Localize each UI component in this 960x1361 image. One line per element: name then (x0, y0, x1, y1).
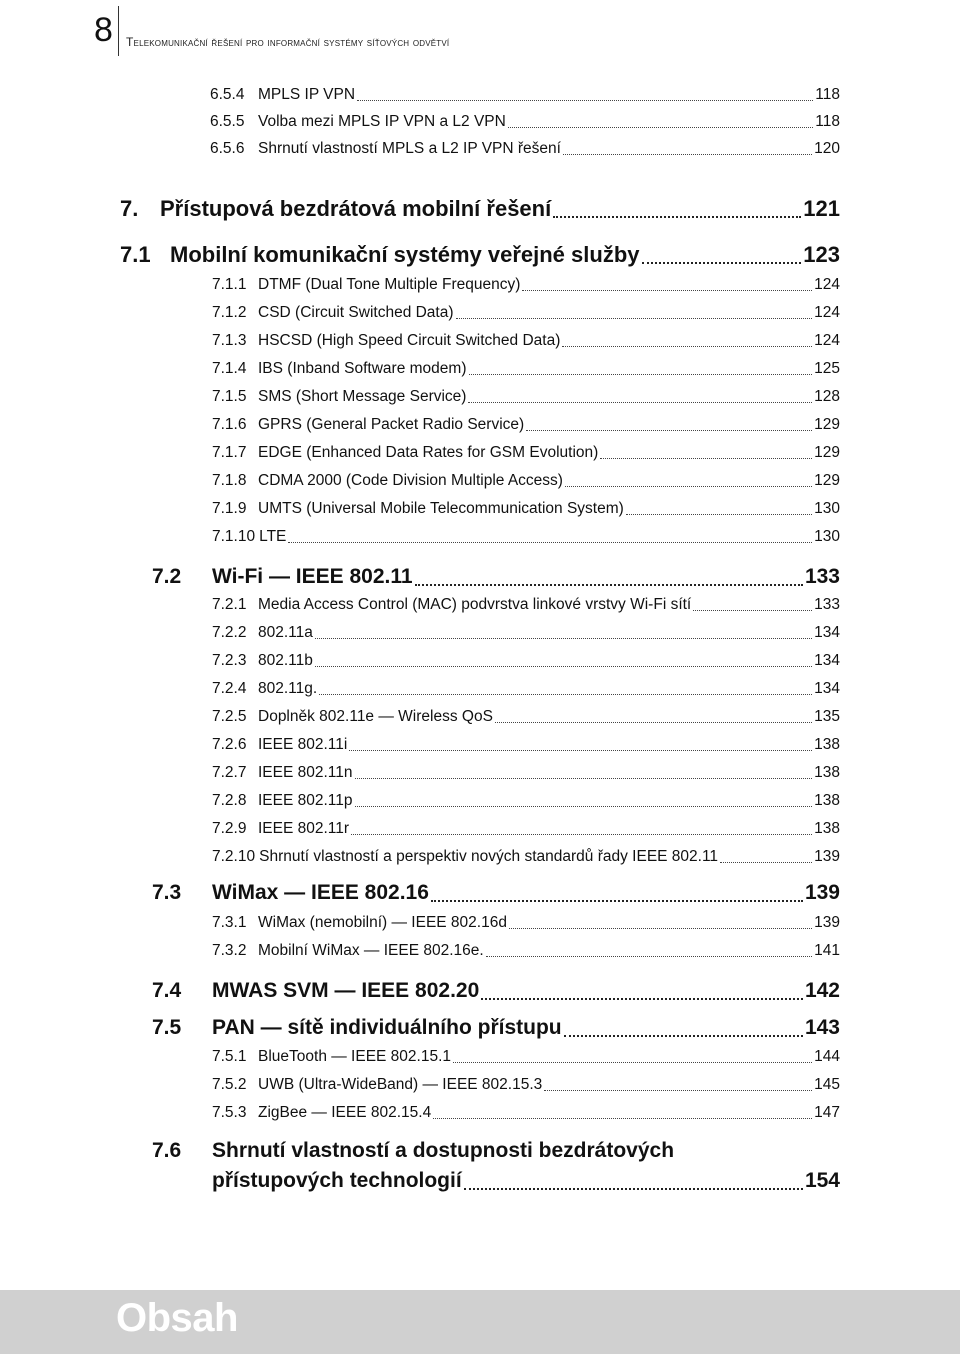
page-number: 8 (94, 11, 113, 49)
toc-entry-number: 7. (120, 196, 139, 221)
toc-entry-6-5-6[interactable] (210, 138, 840, 160)
toc-entry-number: 7.5 (152, 1016, 182, 1039)
toc-entry-number: 7.1.5 (212, 388, 247, 405)
toc-entry-page: 138 (814, 792, 840, 809)
toc-entry-number: 7.1.9 (212, 500, 247, 517)
toc-entry-page: 134 (814, 652, 840, 669)
dot-leader (319, 694, 812, 695)
toc-entry-number: 7.3.2 (212, 942, 247, 959)
toc-entry-page: 139 (804, 881, 840, 904)
dot-leader (564, 1035, 803, 1037)
toc-entry-page: 143 (804, 1016, 840, 1039)
toc-entry-7-1-9[interactable] (212, 498, 840, 520)
toc-entry-title: PAN — sítě individuálního přístupu (212, 1016, 562, 1039)
toc-entry-number: 7.2.1 (212, 596, 247, 613)
toc-entry-number: 7.2.3 (212, 652, 247, 669)
dot-leader (355, 806, 813, 807)
toc-entry-title: IBS (Inband Software modem) (258, 360, 467, 377)
toc-entry-title: MPLS IP VPN (258, 86, 356, 103)
dot-leader (468, 402, 812, 403)
toc-entry-page: 121 (803, 196, 840, 221)
toc-entry-7-1-3[interactable] (212, 330, 840, 352)
dot-leader (509, 928, 812, 929)
toc-entry-page: 120 (814, 140, 840, 157)
toc-entry-7-5-1[interactable] (212, 1046, 840, 1068)
toc-entry-number: 7.5.3 (212, 1104, 247, 1121)
toc-entry-number: 7.1.3 (212, 332, 247, 349)
dot-leader (562, 346, 812, 347)
toc-entry-number: 6.5.6 (210, 140, 245, 157)
running-title: Telekomunikační řešení pro informační systémy síťových odvětví (126, 35, 450, 49)
toc-entry-7-2-3[interactable] (212, 650, 840, 672)
toc-entry-title: Přístupová bezdrátová mobilní řešení (160, 196, 552, 221)
toc-entry-page: 124 (814, 332, 840, 349)
dot-leader (288, 542, 812, 543)
toc-entry-page: 125 (814, 360, 840, 377)
toc-entry-title: Mobilní WiMax — IEEE 802.16e. (258, 942, 484, 959)
toc-entry-title-line1: Shrnutí vlastností a dostupnosti bezdrátových (212, 1139, 675, 1162)
dot-leader (495, 722, 812, 723)
toc-entry-number: 7.3.1 (212, 914, 247, 931)
toc-entry-number: 6.5.5 (210, 113, 245, 130)
toc-entry-page: 133 (804, 565, 840, 588)
toc-entry-title: MWAS SVM — IEEE 802.20 (212, 979, 480, 1002)
dot-leader (464, 1188, 803, 1190)
dot-leader (486, 956, 812, 957)
toc-entry-number: 7.1.6 (212, 416, 247, 433)
toc-entry-page: 134 (814, 624, 840, 641)
toc-entry-number: 6.5.4 (210, 86, 245, 103)
toc-entry-7-2-6[interactable] (212, 734, 840, 756)
toc-entry-number: 7.1.1 (212, 276, 247, 293)
dot-leader (456, 318, 813, 319)
dot-leader (522, 290, 812, 291)
toc-entry-title: GPRS (General Packet Radio Service) (258, 416, 525, 433)
dot-leader (431, 900, 803, 902)
toc-entry-7-5-3[interactable] (212, 1102, 840, 1124)
toc-entry-title: LTE (259, 528, 287, 545)
toc-entry-title: Mobilní komunikační systémy veřejné služby (170, 242, 640, 267)
toc-entry-page: 118 (815, 113, 840, 130)
toc-entry-number: 7.4 (152, 979, 182, 1002)
toc-entry-7-3-2[interactable] (212, 940, 840, 962)
toc-entry-page: 124 (814, 276, 840, 293)
toc-entry-title: Doplněk 802.11e — Wireless QoS (258, 708, 493, 725)
toc-entry-number: 7.5.1 (212, 1048, 247, 1065)
toc-entry-title: IEEE 802.11i (258, 736, 348, 753)
toc-entry-7-2-2[interactable] (212, 622, 840, 644)
toc-entry-number: 7.2.2 (212, 624, 247, 641)
toc-entry-7-2-8[interactable] (212, 790, 840, 812)
toc-entry-page: 142 (804, 979, 840, 1002)
toc-entry-title: IEEE 802.11n (258, 764, 353, 781)
toc-entry-page: 139 (814, 848, 840, 865)
dot-leader (355, 778, 813, 779)
toc-entry-7-1-8[interactable] (212, 470, 840, 492)
dot-leader (544, 1090, 812, 1091)
toc-entry-7-1-6[interactable] (212, 414, 840, 436)
toc-entry-page: 154 (804, 1169, 840, 1192)
toc-entry-7-1-10[interactable] (212, 526, 840, 548)
toc-entry-title: HSCSD (High Speed Circuit Switched Data) (258, 332, 561, 349)
toc-entry-title: 802.11g. (258, 680, 318, 697)
toc-entry-page: 118 (815, 86, 840, 103)
dot-leader (720, 862, 812, 863)
toc-entry-7-1-2[interactable] (212, 302, 840, 324)
dot-leader (565, 486, 812, 487)
toc-entry-page: 123 (803, 242, 840, 267)
toc-entry-page: 124 (814, 304, 840, 321)
dot-leader (469, 374, 813, 375)
dot-leader (642, 262, 802, 264)
toc-entry-title: Volba mezi MPLS IP VPN a L2 VPN (258, 113, 506, 130)
toc-entry-7-2-7[interactable] (212, 762, 840, 784)
toc-entry-number: 7.1.2 (212, 304, 247, 321)
toc-entry-title: 802.11b (258, 652, 313, 669)
toc-entry-page: 144 (814, 1048, 840, 1065)
dot-leader (453, 1062, 812, 1063)
toc-entry-title: 802.11a (258, 624, 313, 641)
toc-entry-title: ZigBee — IEEE 802.15.4 (258, 1104, 432, 1121)
toc-entry-page: 145 (814, 1076, 840, 1093)
toc-section-7-2[interactable] (152, 562, 840, 592)
header-divider (118, 6, 119, 56)
dot-leader (693, 610, 812, 611)
dot-leader (349, 750, 812, 751)
toc-entry-7-3-1[interactable] (212, 912, 840, 934)
toc-section-7-5[interactable] (152, 1013, 840, 1043)
dot-leader (357, 100, 813, 101)
toc-entry-7-1-1[interactable] (212, 274, 840, 296)
footer-section-label: Obsah (116, 1296, 238, 1340)
toc-entry-page: 129 (814, 444, 840, 461)
toc-entry-title: WiMax — IEEE 802.16 (212, 881, 429, 904)
toc-entry-page: 134 (814, 680, 840, 697)
toc-entry-number: 7.6 (152, 1139, 182, 1162)
toc-entry-7-5-2[interactable] (212, 1074, 840, 1096)
dot-leader (600, 458, 812, 459)
toc-entry-7-2-9[interactable] (212, 818, 840, 840)
toc-entry-page: 141 (814, 942, 840, 959)
toc-entry-number: 7.1.7 (212, 444, 247, 461)
toc-entry-number: 7.5.2 (212, 1076, 247, 1093)
toc-entry-title: WiMax (nemobilní) — IEEE 802.16d (258, 914, 507, 931)
toc-entry-title-row2 (212, 1166, 840, 1196)
toc-entry-title-line2: přístupových technologií (212, 1169, 462, 1192)
toc-entry-title: IEEE 802.11r (258, 820, 350, 837)
toc-entry-number: 7.2.9 (212, 820, 247, 837)
toc-entry-number: 7.1.4 (212, 360, 247, 377)
toc-entry-7-1-7[interactable] (212, 442, 840, 464)
dot-leader (315, 638, 812, 639)
toc-entry-number: 7.2.10 (212, 848, 256, 865)
toc-entry-number: 7.2.5 (212, 708, 247, 725)
toc-entry-6-5-4[interactable] (210, 84, 840, 106)
toc-entry-page: 135 (814, 708, 840, 725)
toc-entry-number: 7.1.8 (212, 472, 247, 489)
dot-leader (315, 666, 812, 667)
toc-entry-number: 7.2.7 (212, 764, 247, 781)
toc-entry-page: 139 (814, 914, 840, 931)
toc-entry-title: CDMA 2000 (Code Division Multiple Access) (258, 472, 563, 489)
dot-leader (351, 834, 812, 835)
toc-entry-number: 7.2.8 (212, 792, 247, 809)
toc-entry-page: 129 (814, 416, 840, 433)
dot-leader (508, 127, 813, 128)
toc-entry-7-1-4[interactable] (212, 358, 840, 380)
toc-entry-7-2-10[interactable] (212, 846, 840, 868)
toc-section-7-4[interactable] (152, 976, 840, 1006)
toc-entry-page: 133 (814, 596, 840, 613)
toc-entry-title: BlueTooth — IEEE 802.15.1 (258, 1048, 452, 1065)
toc-chapter-7[interactable] (120, 194, 840, 224)
toc-section-7-3[interactable] (152, 878, 840, 908)
dot-leader (553, 216, 801, 218)
toc-entry-page: 129 (814, 472, 840, 489)
toc-entry-page: 130 (814, 528, 840, 545)
toc-entry-page: 138 (814, 820, 840, 837)
toc-entry-page: 147 (814, 1104, 840, 1121)
toc-entry-title: CSD (Circuit Switched Data) (258, 304, 454, 321)
dot-leader (526, 430, 812, 431)
toc-entry-title: SMS (Short Message Service) (258, 388, 467, 405)
toc-entry-number: 7.2 (152, 565, 182, 588)
toc-entry-7-2-1[interactable] (212, 594, 840, 616)
toc-entry-page: 138 (814, 764, 840, 781)
toc-entry-page: 138 (814, 736, 840, 753)
toc-entry-page: 130 (814, 500, 840, 517)
toc-entry-title: Shrnutí vlastností MPLS a L2 IP VPN řešení (258, 140, 561, 157)
toc-entry-number: 7.3 (152, 881, 182, 904)
toc-entry-number: 7.1.10 (212, 528, 256, 545)
toc-entry-number: 7.2.6 (212, 736, 247, 753)
toc-entry-title: UWB (Ultra-WideBand) — IEEE 802.15.3 (258, 1076, 543, 1093)
toc-entry-page: 128 (814, 388, 840, 405)
toc-entry-title: Shrnutí vlastností a perspektiv nových standardů řady IEEE 802.11 (259, 848, 719, 865)
toc-entry-title: EDGE (Enhanced Data Rates for GSM Evolution) (258, 444, 599, 461)
dot-leader (563, 154, 812, 155)
dot-leader (481, 998, 803, 1000)
toc-entry-title: UMTS (Universal Mobile Telecommunication System) (258, 500, 624, 517)
dot-leader (626, 514, 812, 515)
toc-entry-7-1-5[interactable] (212, 386, 840, 408)
toc-entry-6-5-5[interactable] (210, 111, 840, 133)
toc-entry-title: Wi-Fi — IEEE 802.11 (212, 565, 413, 588)
toc-entry-title: DTMF (Dual Tone Multiple Frequency) (258, 276, 521, 293)
toc-entry-title: IEEE 802.11p (258, 792, 353, 809)
dot-leader (415, 584, 803, 586)
toc-entry-number: 7.1 (120, 242, 151, 267)
toc-entry-number: 7.2.4 (212, 680, 247, 697)
toc-entry-7-2-4[interactable] (212, 678, 840, 700)
toc-entry-title: Media Access Control (MAC) podvrstva linkové vrstvy Wi-Fi sítí (258, 596, 692, 613)
toc-entry-7-2-5[interactable] (212, 706, 840, 728)
dot-leader (433, 1118, 812, 1119)
toc-section-7-1[interactable] (120, 240, 840, 270)
running-header (0, 0, 960, 60)
